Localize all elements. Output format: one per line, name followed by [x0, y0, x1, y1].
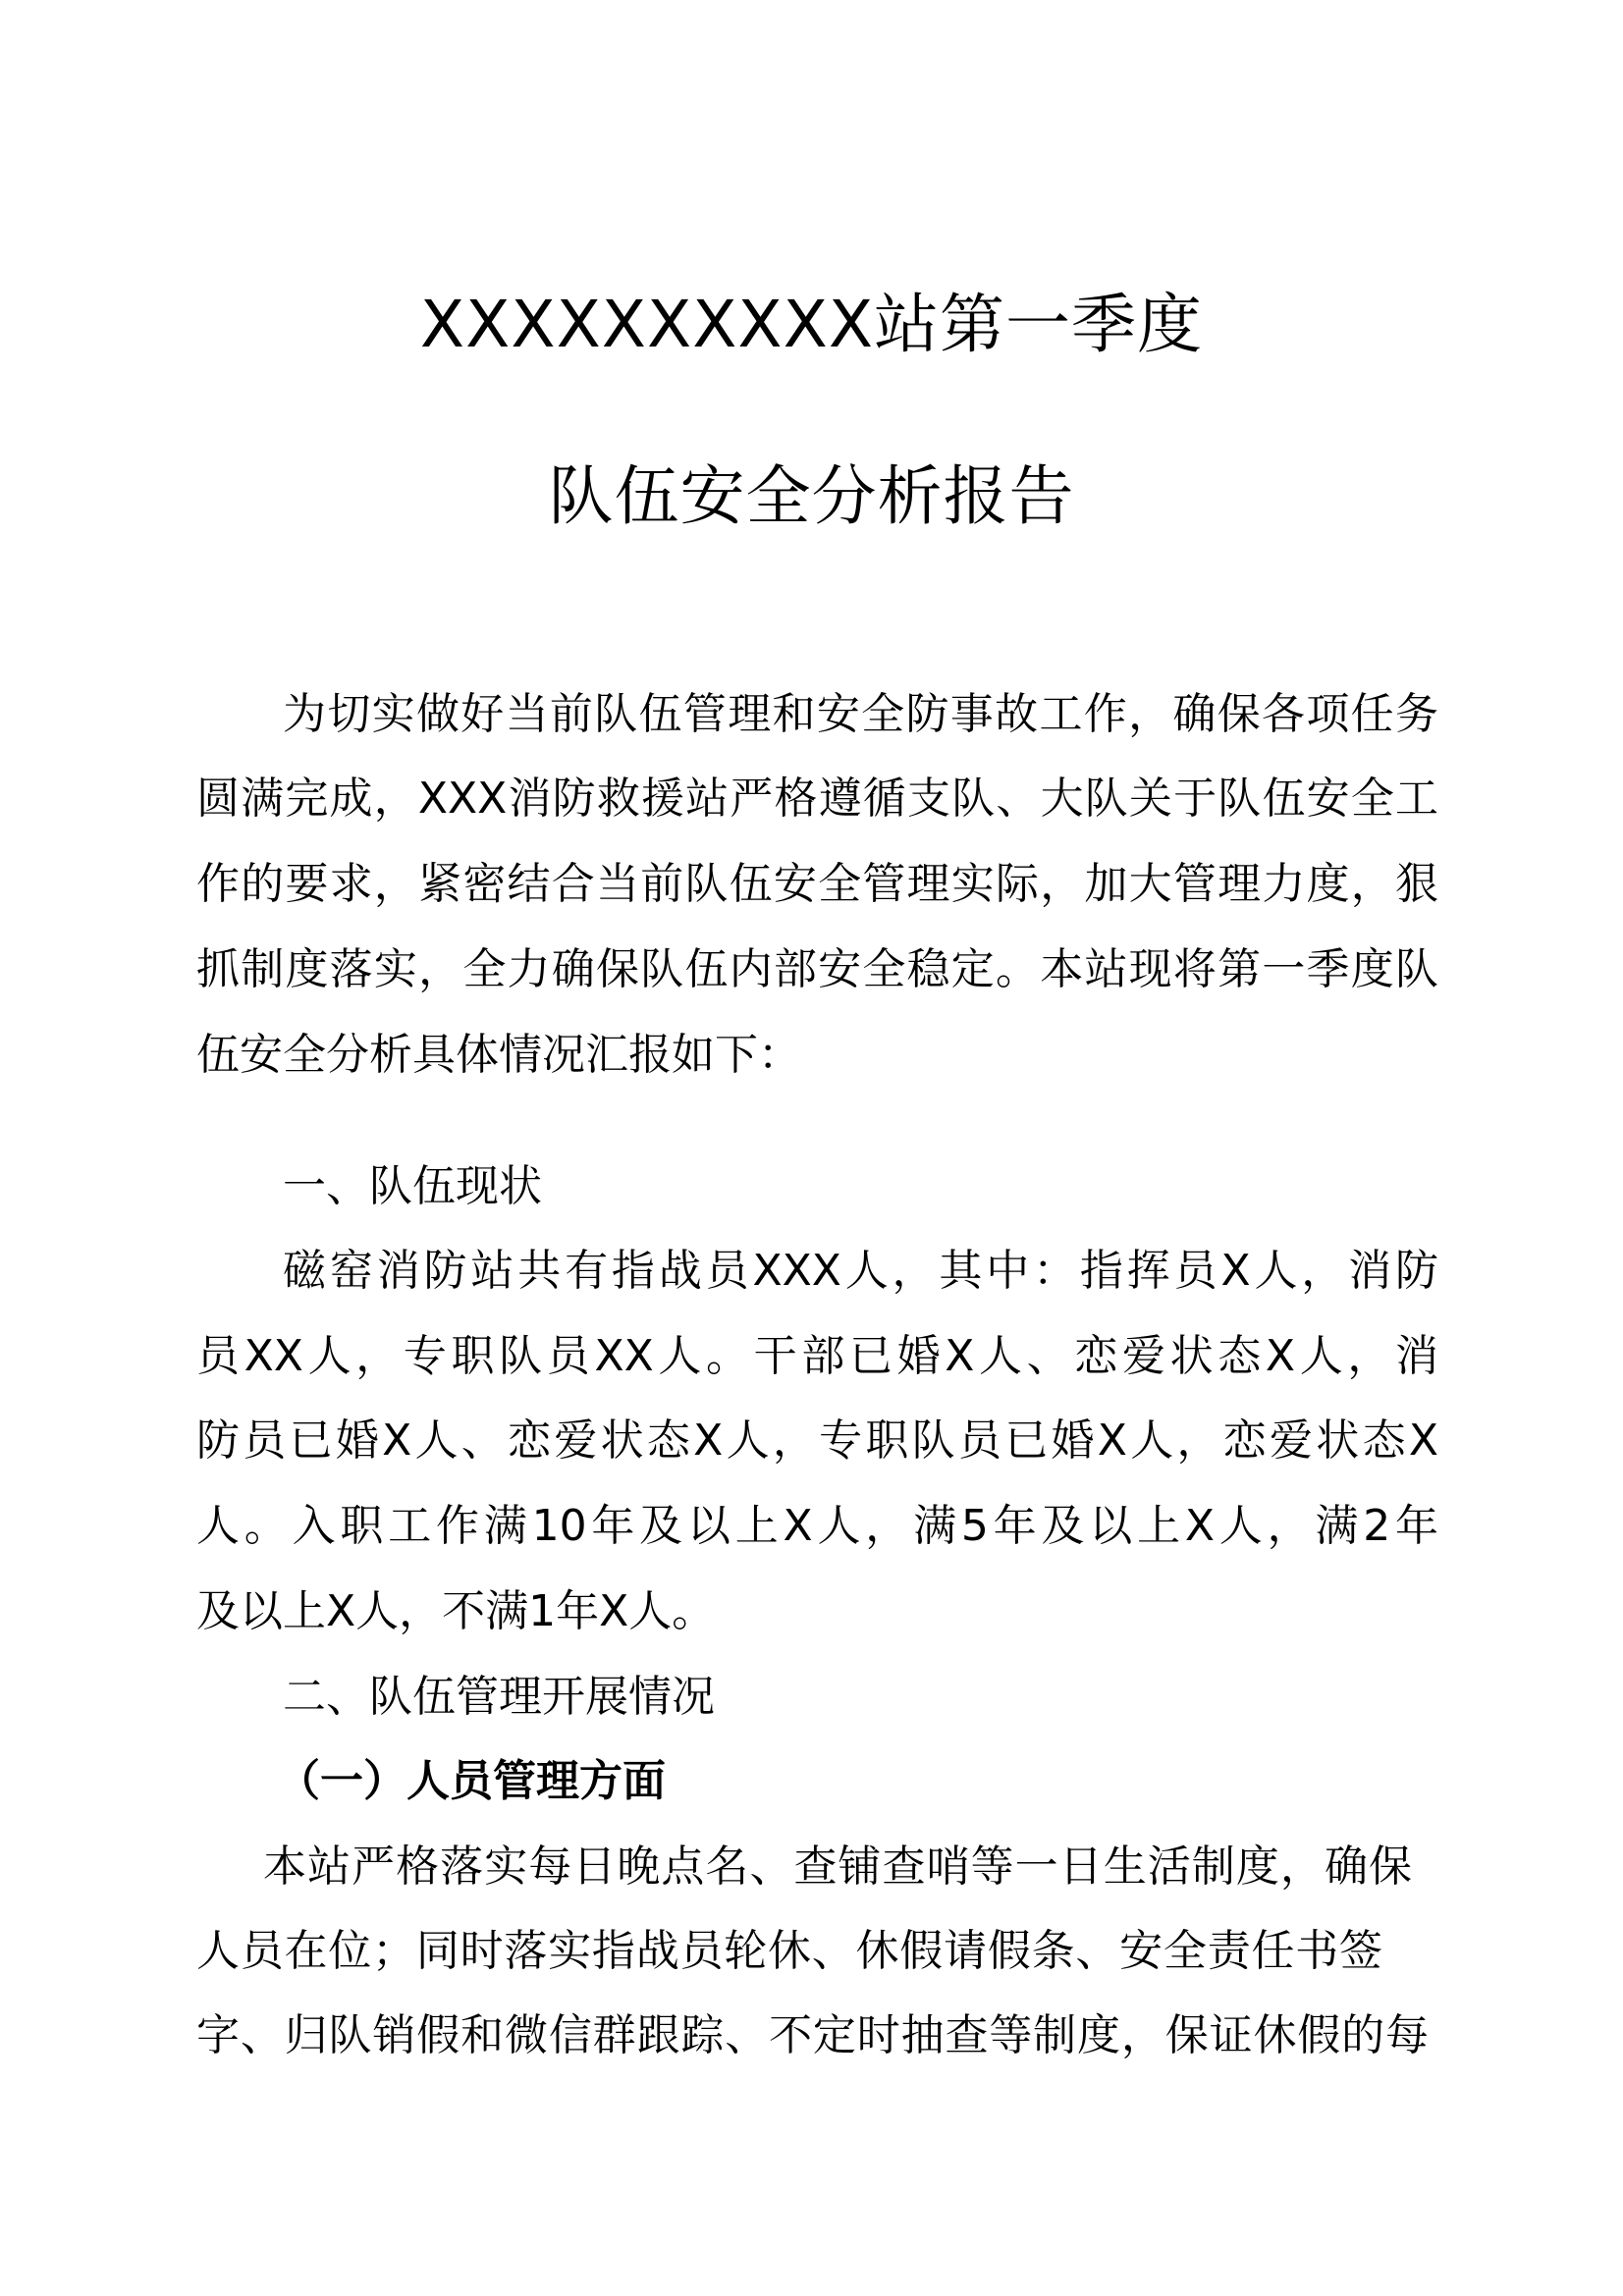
intro-line: 为切实做好当前队伍管理和安全防事故工作，确保各项任务	[283, 689, 1438, 739]
title-line-1: XXXXXXXXXX站第一季度	[419, 287, 1204, 362]
section-1-line: 员XX人，专职队员XX人。干部已婚X人、恋爱状态X人，消	[196, 1331, 1438, 1381]
section-1-line: 人。入职工作满10年及以上X人，满5年及以上X人，满2年	[196, 1501, 1438, 1551]
title-line-2: 队伍安全分析报告	[548, 458, 1075, 534]
subsection-heading: （一）人员管理方面	[277, 1756, 666, 1806]
section-heading: 二、队伍管理开展情况	[283, 1672, 715, 1722]
subsection-1-line: 人员在位；同时落实指战员轮休、休假请假条、安全责任书签	[196, 1926, 1382, 1976]
section-1-line: 防员已婚X人、恋爱状态X人，专职队员已婚X人，恋爱状态X	[196, 1415, 1438, 1466]
intro-line: 圆满完成，XXX消防救援站严格遵循支队、大队关于队伍安全工	[196, 774, 1438, 824]
intro-line: 抓制度落实，全力确保队伍内部安全稳定。本站现将第一季度队	[196, 944, 1438, 994]
section-1-line: 及以上X人，不满1年X人。	[196, 1586, 716, 1636]
section-1-line: 磁窑消防站共有指战员XXX人，其中：指挥员X人，消防	[283, 1246, 1438, 1296]
intro-line: 作的要求，紧密结合当前队伍安全管理实际，加大管理力度，狠	[196, 859, 1438, 909]
subsection-1-line: 字、归队销假和微信群跟踪、不定时抽查等制度，保证休假的每	[196, 2010, 1429, 2060]
subsection-1-line: 本站严格落实每日晚点名、查铺查哨等一日生活制度，确保	[263, 1842, 1412, 1892]
intro-line: 伍安全分析具体情况汇报如下：	[196, 1030, 801, 1080]
section-heading: 一、队伍现状	[283, 1161, 542, 1211]
